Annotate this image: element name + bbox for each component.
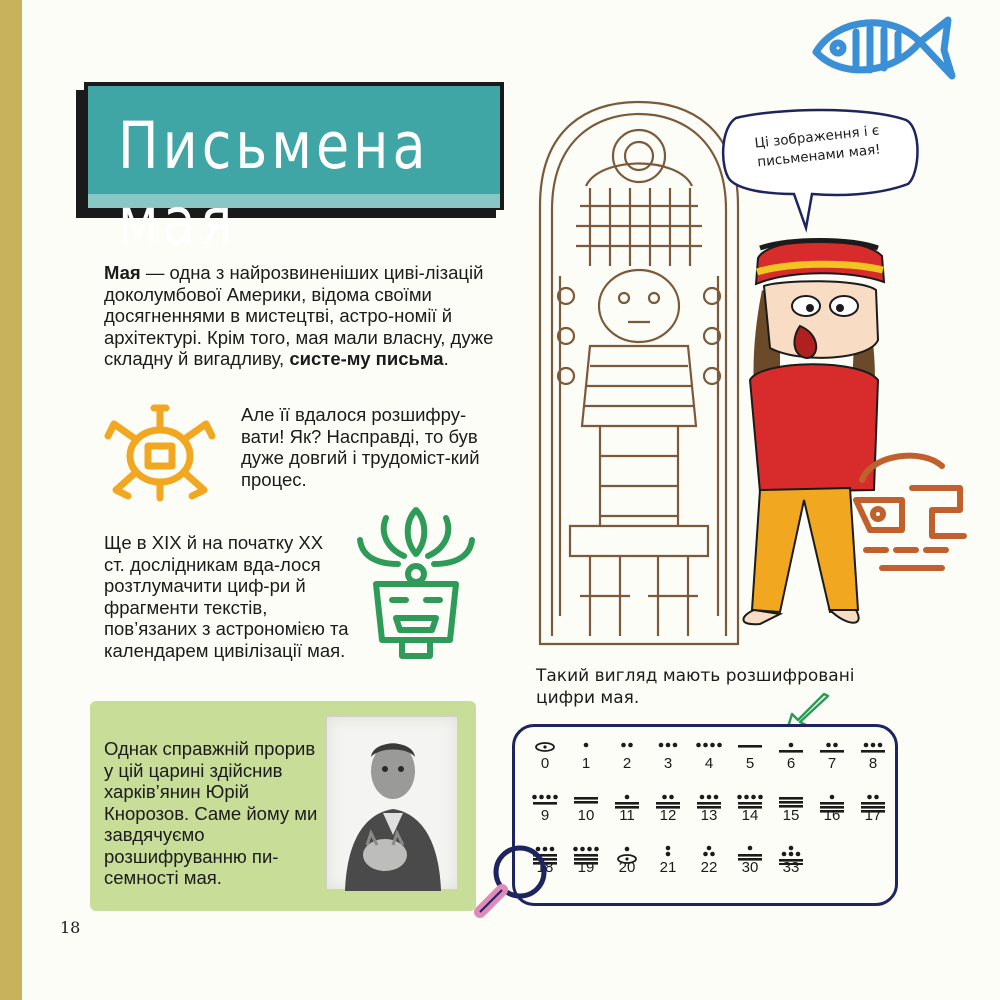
- maya-number-label: 18: [536, 859, 554, 876]
- maya-number-label: 30: [741, 859, 759, 876]
- maya-number-33: [771, 845, 811, 876]
- history-paragraph: Ще в XIX й на початку XX ст. дослідникам вда-лося розтлумачити циф-ри й фрагменти текстів, пов’язаних з астрономією та календарем цивілізації мая.: [104, 532, 349, 661]
- maya-number-label: 7: [827, 755, 837, 772]
- maya-number-6: [771, 741, 811, 772]
- maya-number-10: [566, 793, 606, 824]
- maya-number-label: 17: [864, 807, 882, 824]
- magnifier-icon: [470, 842, 550, 922]
- page-title: Письмена мая: [118, 108, 430, 260]
- maya-number-8: [853, 741, 893, 772]
- speech-bubble-text: Ці зображення і є письменами мая!: [753, 122, 882, 171]
- maya-number-label: 19: [577, 859, 595, 876]
- maya-number-label: 5: [745, 755, 755, 772]
- maya-number-1: [566, 741, 606, 772]
- maya-number-7: [812, 741, 852, 772]
- maya-number-label: 20: [618, 859, 636, 876]
- title-box: [84, 82, 504, 260]
- maya-number-9: [525, 793, 565, 824]
- numbers-caption: Такий вигляд мають розшифровані цифри мая.: [536, 666, 855, 708]
- maya-number-label: 16: [823, 807, 841, 824]
- maya-number-14: [730, 793, 770, 824]
- maya-number-label: 33: [782, 859, 800, 876]
- intro-end: .: [443, 348, 449, 369]
- maya-number-16: [812, 793, 852, 824]
- maya-number-2: [607, 741, 647, 772]
- intro-paragraph: [104, 262, 499, 370]
- maya-number-label: 10: [577, 807, 595, 824]
- maya-number-label: 1: [581, 755, 591, 772]
- maya-number-0: [525, 741, 565, 772]
- maya-number-5: [730, 741, 770, 772]
- maya-number-20: [607, 845, 647, 876]
- maya-number-label: 2: [622, 755, 632, 772]
- maya-number-label: 9: [540, 807, 550, 824]
- portrait-figure-icon: [327, 717, 459, 891]
- maya-number-13: [689, 793, 729, 824]
- fish-glyph-icon: [808, 2, 958, 94]
- intro-text: — одна з найрозвиненіших циві-лізацій доколумбової Америки, відома своїми досягненнями в мистецтві, астро-номії й архітектурі. Крім того, мая мали власну, дуже складну й вигадливу,: [104, 262, 494, 369]
- knorozov-portrait: [326, 716, 458, 890]
- maya-number-17: [853, 793, 893, 824]
- maya-number-label: 11: [619, 807, 635, 824]
- intro-bold-end: систе-му письма: [289, 348, 444, 369]
- maya-number-19: [566, 845, 606, 876]
- mask-glyph-icon: [346, 500, 486, 670]
- maya-number-30: [730, 845, 770, 876]
- maya-number-label: 21: [659, 859, 677, 876]
- turtle-glyph-icon: [100, 398, 220, 508]
- page-number: 18: [60, 918, 81, 937]
- maya-number-label: 14: [741, 807, 759, 824]
- maya-number-label: 8: [868, 755, 878, 772]
- maya-number-label: 3: [663, 755, 673, 772]
- maya-number-22: [689, 845, 729, 876]
- maya-number-21: [648, 845, 688, 876]
- maya-number-label: 15: [782, 807, 800, 824]
- knorozov-paragraph: Однак справжній прорив у цій царині здійснив харків’янин Юрій Кнорозов. Саме йому ми завдячуємо розшифруванню пи-семності мая.: [104, 738, 318, 888]
- maya-number-label: 4: [704, 755, 714, 772]
- intro-bold-start: Мая: [104, 262, 141, 283]
- rust-glyph-icon: [842, 440, 974, 580]
- maya-numbers-table: [512, 724, 898, 906]
- maya-number-label: 6: [786, 755, 796, 772]
- maya-number-3: [648, 741, 688, 772]
- maya-number-label: 22: [700, 859, 718, 876]
- maya-number-4: [689, 741, 729, 772]
- maya-number-label: 0: [540, 755, 550, 772]
- maya-number-12: [648, 793, 688, 824]
- maya-number-11: [607, 793, 647, 824]
- maya-number-15: [771, 793, 811, 824]
- page-spine: [0, 0, 22, 1000]
- maya-number-label: 13: [700, 807, 718, 824]
- decipher-paragraph: Але її вдалося розшифру-вати! Як? Насправді, то був дуже довгий і трудоміст-кий процес.: [241, 404, 480, 490]
- maya-number-label: 12: [659, 807, 677, 824]
